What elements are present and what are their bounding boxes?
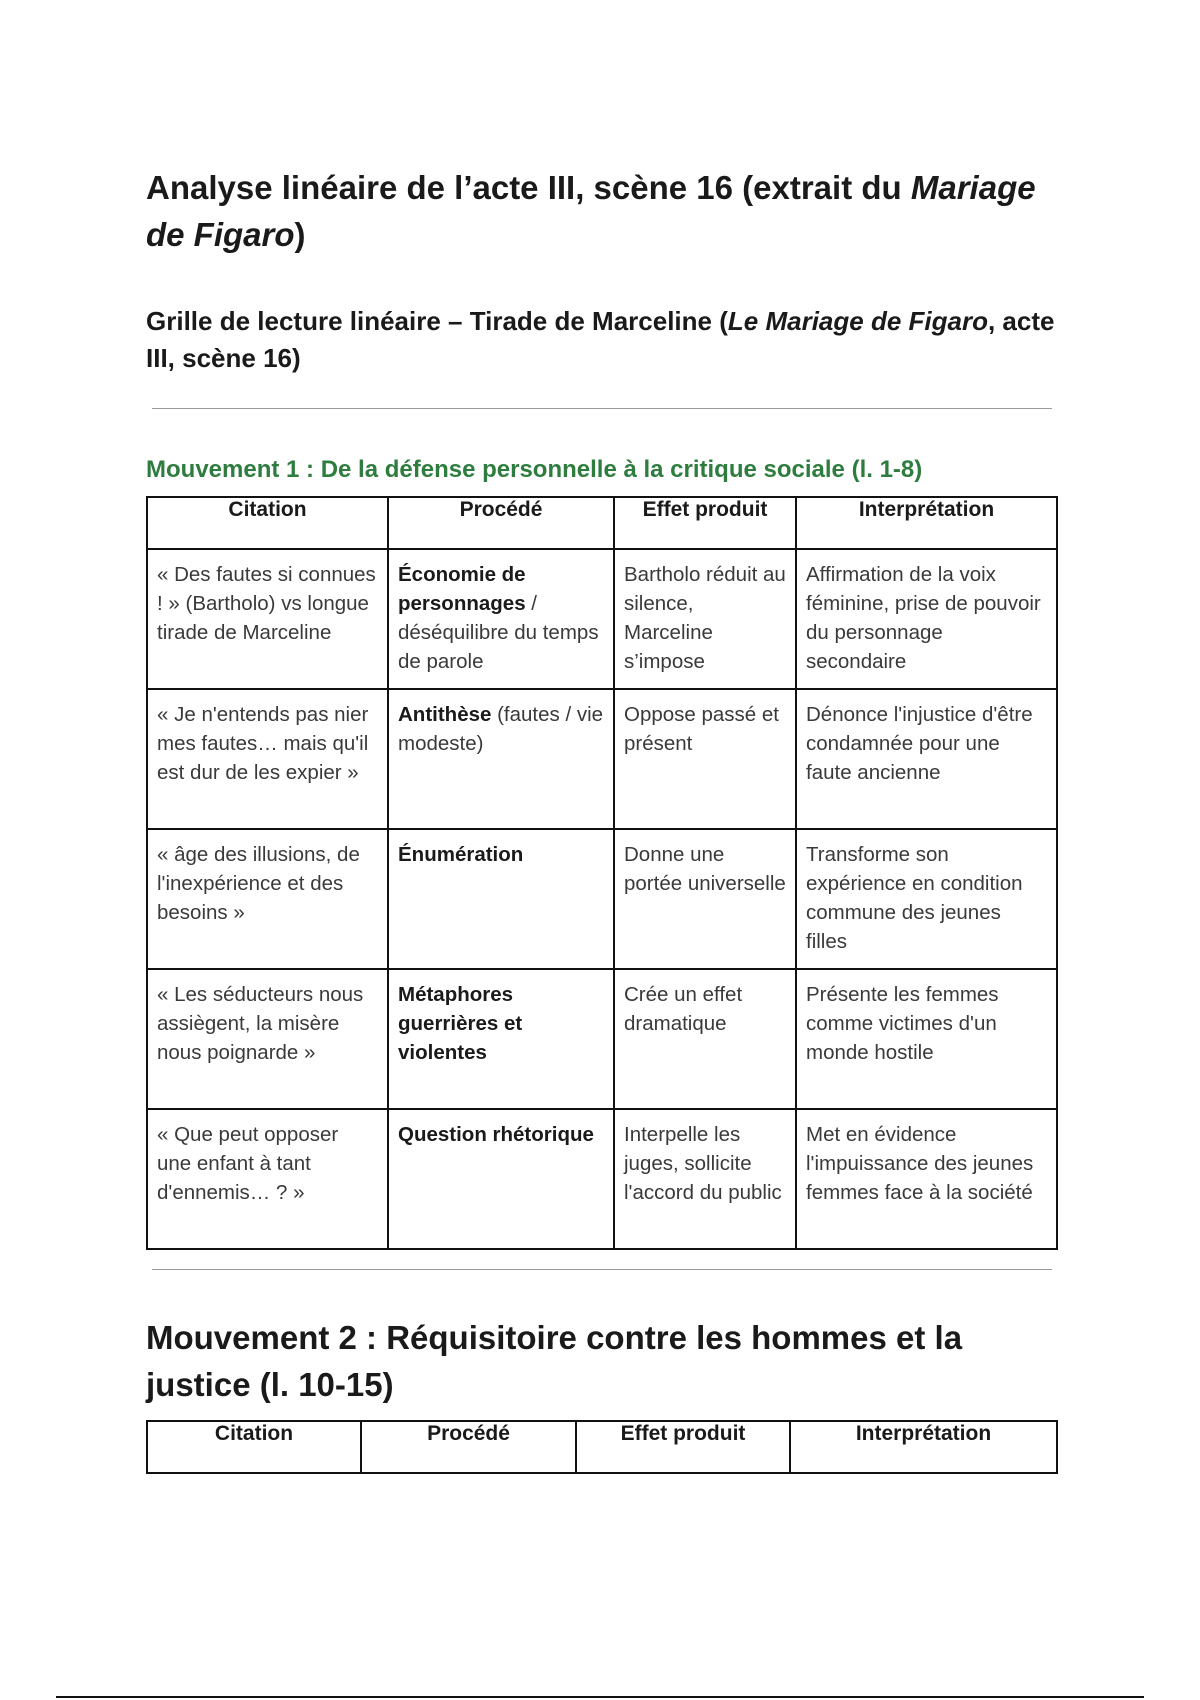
header-procede: Procédé [361,1421,576,1473]
movement-1-heading: Mouvement 1 : De la défense personnelle à la critique sociale (l. 1-8) [146,456,923,483]
header-citation: Citation [147,497,388,549]
cell-effet: Crée un effet dramatique [614,969,796,1109]
horizontal-divider [152,408,1052,409]
title-text-2: ) [294,216,306,253]
cell-citation: « Que peut opposer une enfant à tant d'ennemis… ? » [147,1109,388,1249]
movement-2-table [146,1420,1058,1474]
page-bottom-edge [56,1696,1144,1698]
cell-effet: Interpelle les juges, sollicite l'accord du public [614,1109,796,1249]
cell-citation: « Des fautes si connues ! » (Bartholo) vs longue tirade de Marceline [147,549,388,689]
cell-citation: « Les séducteurs nous assiègent, la misère nous poignarde » [147,969,388,1109]
cell-interpretation: Dénonce l'injustice d'être condamnée pour une faute ancienne [796,689,1057,829]
procede-detail: (fautes / vie modeste) [398,703,604,755]
table-row [147,829,1057,969]
cell-interpretation: Transforme son expérience en condition commune des jeunes filles [796,829,1057,969]
cell-procede [388,1109,614,1249]
table-row [147,1109,1057,1249]
page-subtitle [146,303,1058,377]
subtitle-italic-work: Le Mariage de Figaro [727,306,988,336]
header-interpretation: Interprétation [796,497,1057,549]
cell-interpretation: Met en évidence l'impuissance des jeunes femmes face à la société [796,1109,1057,1249]
cell-citation: « âge des illusions, de l'inexpérience et des besoins » [147,829,388,969]
movement-1-table [146,496,1058,1250]
horizontal-divider [152,1269,1052,1270]
cell-procede [388,689,614,829]
table-header-row [147,497,1057,549]
cell-citation: « Je n'entends pas nier mes fautes… mais qu'il est dur de les expier » [147,689,388,829]
cell-procede [388,549,614,689]
procede-term: Énumération [398,843,524,866]
table-row [147,689,1057,829]
table-row [147,549,1057,689]
cell-interpretation: Présente les femmes comme victimes d'un monde hostile [796,969,1057,1109]
cell-procede [388,829,614,969]
header-effet: Effet produit [614,497,796,549]
title-italic-work: Mariage de Figaro [146,169,1036,253]
cell-effet: Bartholo réduit au silence, Marceline s’impose [614,549,796,689]
procede-detail: / déséquilibre du temps de parole [398,592,599,673]
header-citation: Citation [147,1421,361,1473]
table-header-row [147,1421,1057,1473]
cell-procede [388,969,614,1109]
cell-effet: Oppose passé et présent [614,689,796,829]
subtitle-text-1: Grille de lecture linéaire – Tirade de Marceline ( [146,306,728,336]
header-interpretation: Interprétation [790,1421,1057,1473]
document-page [146,164,1058,1474]
procede-term: Question rhétorique [398,1123,594,1146]
subtitle-text-2: , acte III, scène 16) [146,306,1055,373]
header-effet: Effet produit [576,1421,790,1473]
table-row [147,969,1057,1109]
procede-term: Économie de personnages [398,563,526,615]
procede-term: Métaphores guerrières et violentes [398,983,523,1064]
cell-interpretation: Affirmation de la voix féminine, prise de pouvoir du personnage secondaire [796,549,1057,689]
movement-2-heading: Mouvement 2 : Réquisitoire contre les hommes et la justice (l. 10-15) [146,1319,963,1403]
header-procede: Procédé [388,497,614,549]
cell-effet: Donne une portée universelle [614,829,796,969]
title-text-1: Analyse linéaire de l’acte III, scène 16 (extrait du [146,169,911,206]
page-title [146,164,1058,258]
procede-term: Antithèse [398,703,492,726]
